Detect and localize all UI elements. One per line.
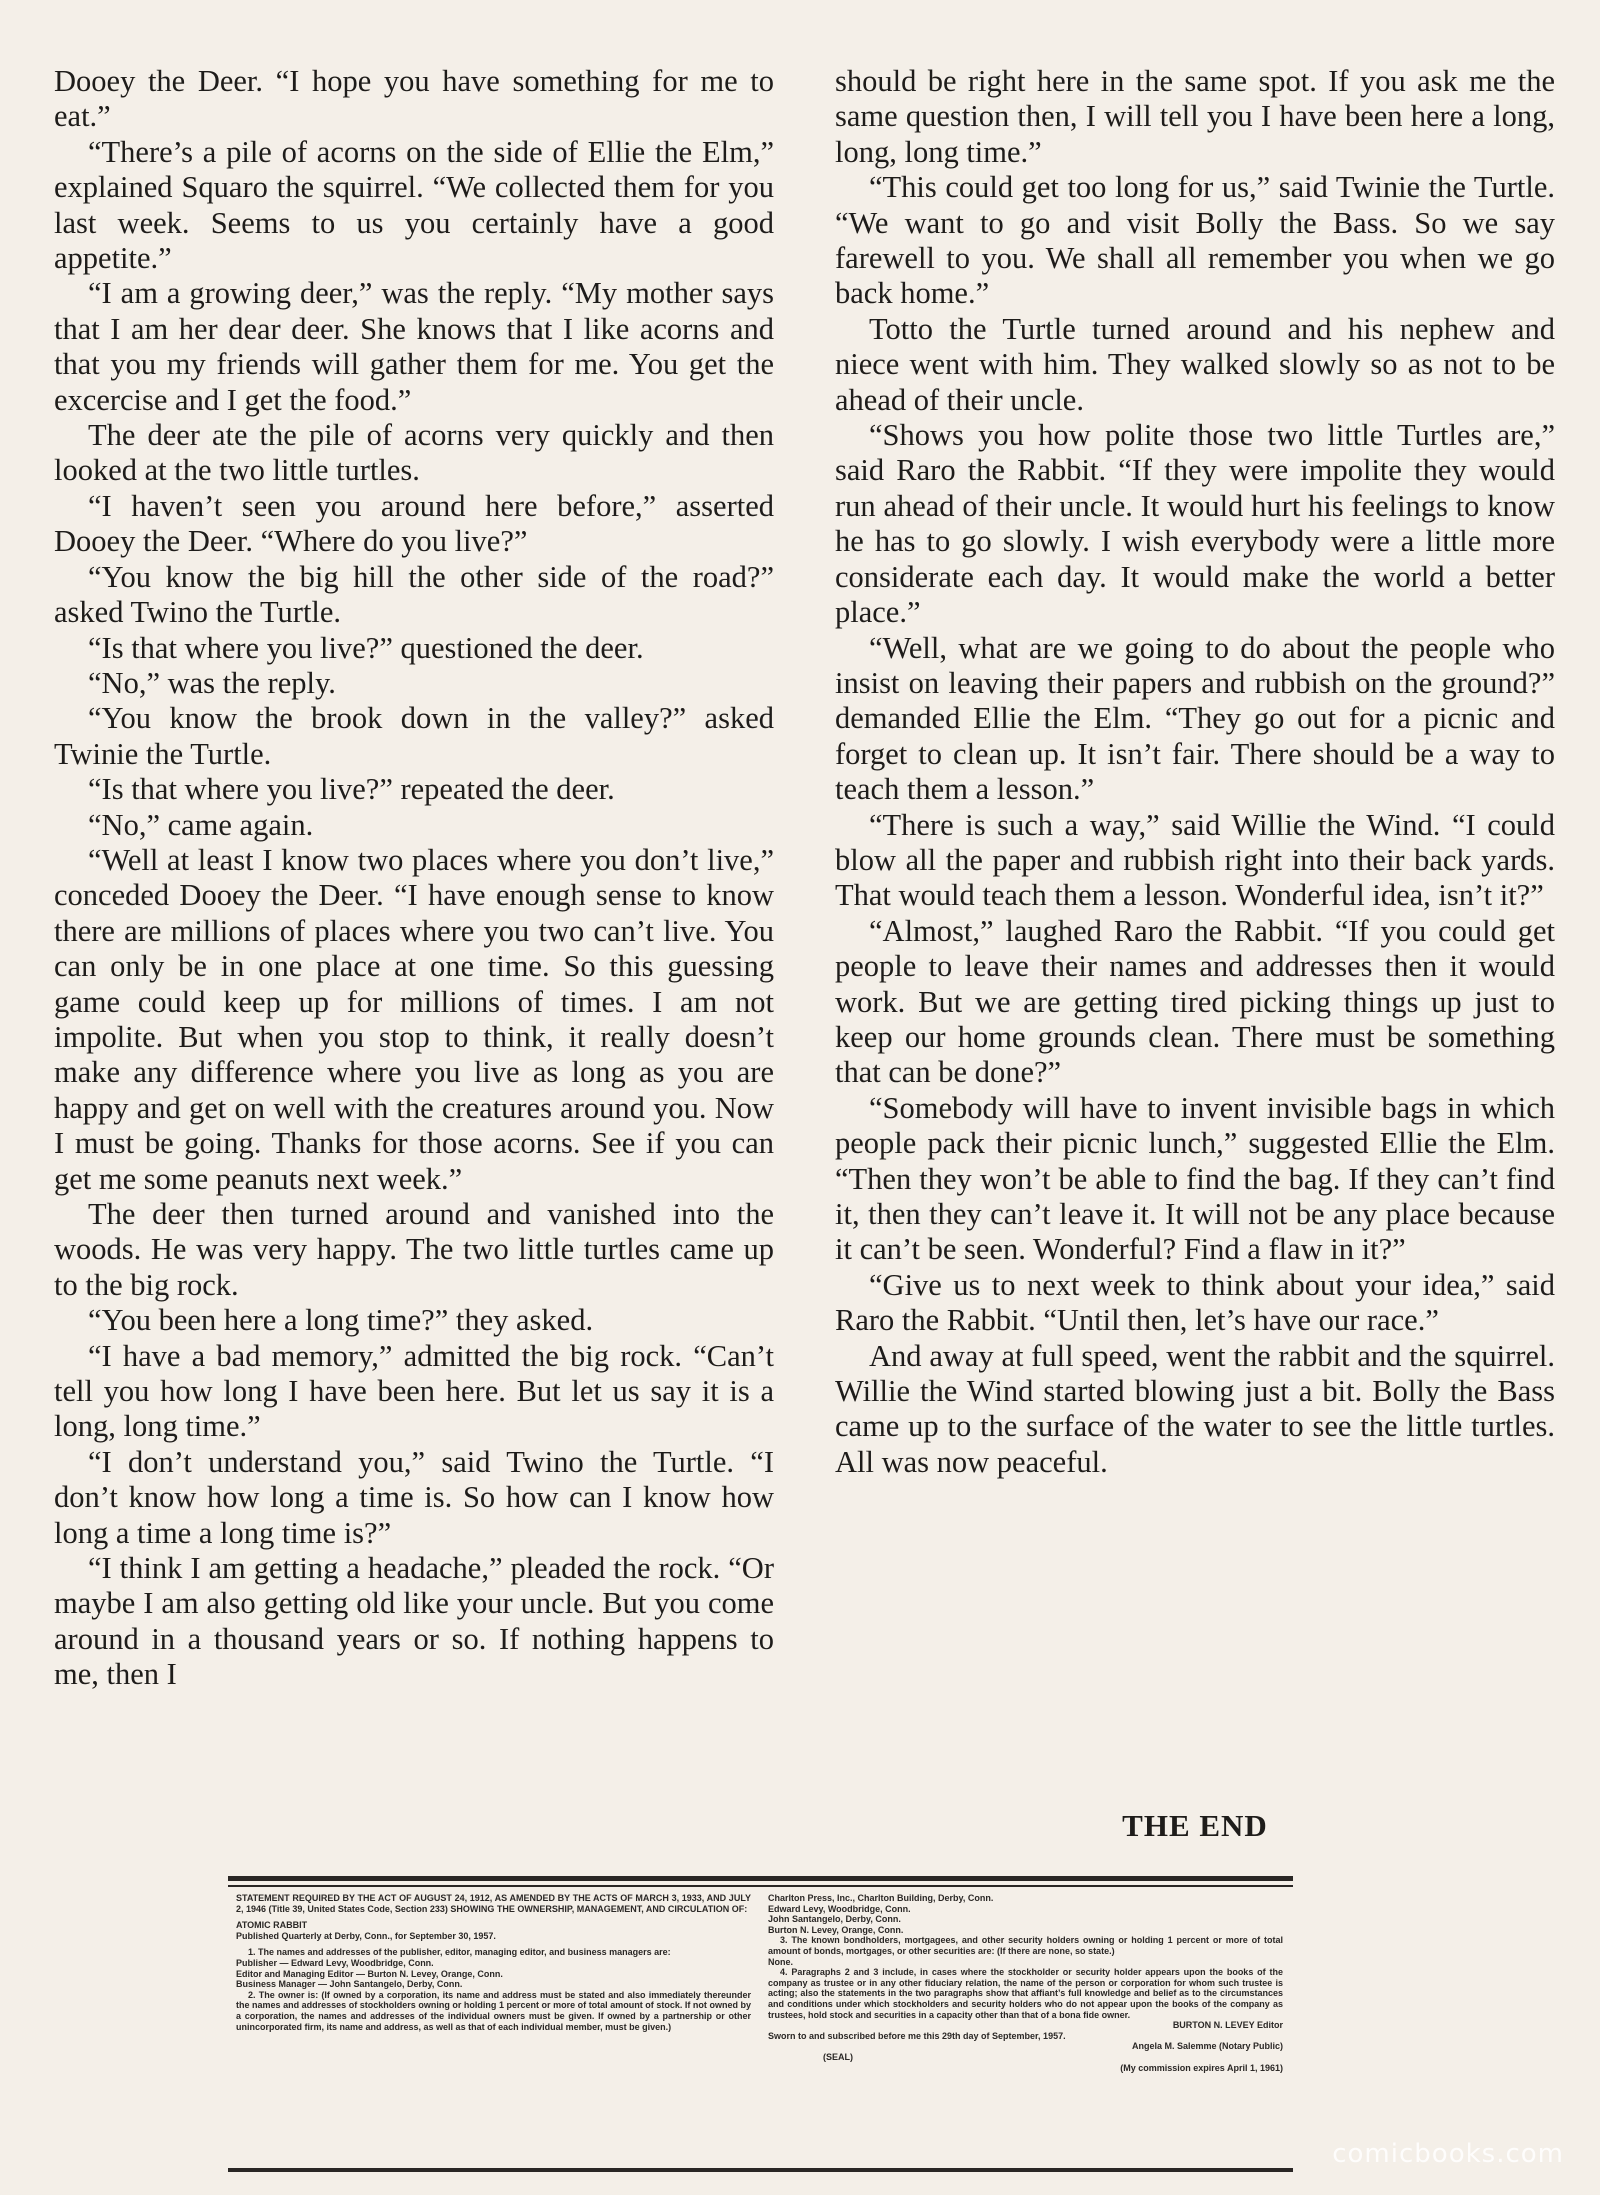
story-paragraph: “Almost,” laughed Raro the Rabbit. “If you could get people to leave their names and addresses then it would work. But we are getting tired picking things up just to keep our home grounds clean. There must be something that can be done?” (835, 913, 1555, 1090)
story-paragraph: “No,” came again. (88, 807, 314, 842)
statement-top-rule-thin (228, 1885, 1293, 1887)
statement-publisher: Publisher — Edward Levy, Woodbridge, Conn. (236, 1957, 434, 1968)
story-paragraph: Totto the Turtle turned around and his nephew and niece went with him. They walked slowly so as not to be ahead of their uncle. (835, 311, 1555, 417)
statement-owner: John Santangelo, Derby, Conn. (768, 1914, 901, 1925)
statement-published: Published Quarterly at Derby, Conn., for September 30, 1957. (236, 1930, 496, 1941)
story-paragraph: “Give us to next week to think about your idea,” said Raro the Rabbit. “Until then, let’s have our race.” (835, 1267, 1555, 1338)
statement-owner: Charlton Press, Inc., Charlton Building, Derby, Conn. (768, 1893, 994, 1903)
story-paragraph: “Well at least I know two places where you don’t live,” conceded Dooey the Deer. “I have enough sense to know there are millions of places where you two can’t live. You can only be in one place at one time. So this guessing game could keep up for millions of times. I am not impolite. But when you stop to think, it really doesn’t make any difference where you live as long as you are happy and get on well with the creatures around you. Now I must be going. Thanks for those acorns. See if you can get me some peanuts next week.” (54, 842, 774, 1196)
statement-owner: Edward Levy, Woodbridge, Conn. (768, 1903, 911, 1914)
story-paragraph: “Is that where you live?” questioned the deer. (88, 630, 644, 665)
story-paragraph: “This could get too long for us,” said Twinie the Turtle. “We want to go and visit Bolly the Bass. So we say farewell to you. We shall all remember you when we go back home.” (835, 170, 1555, 311)
statement-sworn: Sworn to and subscribed before me this 29th day of September, 1957. (768, 2030, 1066, 2041)
statement-notary: Angela M. Salemme (Notary Public) (1131, 2041, 1283, 2052)
statement-seal: (SEAL) (823, 2051, 853, 2062)
story-paragraph: “There’s a pile of acorns on the side of Ellie the Elm,” explained Squaro the squirrel. “We collected them for you last week. Seems to us you certainly have a good appetite.” (54, 134, 774, 276)
statement-top-rule (228, 1876, 1293, 1881)
statement-heading: STATEMENT REQUIRED BY THE ACT OF AUGUST 24, 1912, AS AMENDED BY THE ACTS OF MARCH 3, 1933, AND JULY 2, 1946 (Title 39, United States Code, Section 233) SHOWING THE OWNERSHIP, MANAGEMENT, AND CIRCULATION OF: (236, 1893, 751, 1914)
statement-signature: BURTON N. LEVEY Editor (1172, 2020, 1283, 2031)
ownership-statement-right (768, 1893, 1283, 2073)
statement-item-1: 1. The names and addresses of the publisher, editor, managing editor, and business managers are: (248, 1947, 671, 1958)
story-paragraph: The deer then turned around and vanished into the woods. He was very happy. The two little turtles came up to the big rock. (54, 1197, 774, 1302)
watermark-text: comicbooks.com (1332, 2139, 1564, 2169)
statement-business-manager: Business Manager — John Santangelo, Derby, Conn. (236, 1979, 463, 1990)
story-paragraph: “You know the big hill the other side of the road?” asked Twino the Turtle. (54, 559, 774, 630)
story-paragraph: The deer ate the pile of acorns very quickly and then looked at the two little turtles. (54, 418, 774, 488)
story-paragraph: “Well, what are we going to do about the people who insist on leaving their papers and rubbish on the ground?” demanded Ellie the Elm. “They go out for a picnic and forget to clean up. It isn’t fair. There should be a way to teach them a lesson.” (835, 630, 1555, 807)
story-paragraph: “I think I am getting a headache,” pleaded the rock. “Or maybe I am also getting old like your uncle. But you come around in a thousand years or so. If nothing happens to me, then I (54, 1551, 774, 1692)
statement-commission: (My commission expires April 1, 1961) (1120, 2062, 1283, 2073)
statement-bottom-rule (228, 2168, 1293, 2172)
story-column-left (54, 64, 774, 1693)
story-paragraph: “Shows you how polite those two little Turtles are,” said Raro the Rabbit. “If they were impolite they would run ahead of their uncle. It would hurt his feelings to know he has to go slowly. I wish everybody were a little more considerate each day. It would make the world a better place.” (835, 418, 1555, 630)
story-paragraph: should be right here in the same spot. If you ask me the same question then, I will tell you I have been here a long, long, long time.” (835, 64, 1555, 169)
the-end-label: THE END (1122, 1808, 1268, 1843)
story-paragraph: “You been here a long time?” they asked. (88, 1303, 594, 1338)
story-paragraph: “I don’t understand you,” said Twino the Turtle. “I don’t know how long a time is. So how can I know how long a time a long time is?” (54, 1444, 774, 1550)
statement-owner: Burton N. Levey, Orange, Conn. (768, 1924, 904, 1935)
statement-editor: Editor and Managing Editor — Burton N. Levey, Orange, Conn. (236, 1968, 503, 1979)
statement-title: ATOMIC RABBIT (236, 1920, 308, 1931)
story-paragraph: “There is such a way,” said Willie the Wind. “I could blow all the paper and rubbish right into their back yards. That would teach them a lesson. Wonderful idea, isn’t it?” (835, 807, 1555, 913)
story-paragraph: “No,” was the reply. (88, 665, 336, 700)
statement-item-2: 2. The owner is: (If owned by a corporation, its name and address must be stated and also immediately thereunder the names and addresses of stockholders owning or holding 1 percent or more of total amount of stock. If not owned by a corporation, the names and addresses of the individual owners must be given. If owned by a partnership or other unincorporated firm, its name and address, as well as that of each individual member, must be given.) (236, 1989, 751, 2032)
ownership-statement-left (236, 1893, 751, 2032)
story-paragraph: “Is that where you live?” repeated the deer. (88, 772, 615, 807)
story-paragraph: “I have a bad memory,” admitted the big rock. “Can’t tell you how long I have been here. But let us say it is a long, long time.” (54, 1338, 774, 1444)
statement-item-3: 3. The known bondholders, mortgagees, and other security holders owning or holding 1 percent or more of total amount of bonds, mortgages, or other securities are: (If there are none, so state.) (768, 1935, 1283, 1956)
story-paragraph: “Somebody will have to invent invisible bags in which people pack their picnic lunch,” suggested Ellie the Elm. “Then they won’t be able to find the bag. If they can’t find it, then they can’t leave it. It will not be any place because it can’t be seen. Wonderful? Find a flaw in it?” (835, 1090, 1555, 1267)
story-paragraph: “I haven’t seen you around here before,” asserted Dooey the Deer. “Where do you live?” (54, 488, 774, 559)
statement-item-4: 4. Paragraphs 2 and 3 include, in cases where the stockholder or security holder appears upon the books of the company as trustee or in any other fiduciary relation, the name of the person or corporation for whom such trustee is acting; also the statements in the two paragraphs show that affiant’s full knowledge and belief as to the circumstances and conditions under which stockholders and security holders who do not appear upon the books of the company as trustees, hold stock and securities in a capacity other than that of a bona fide owner. (768, 1967, 1283, 2020)
story-column-right (835, 64, 1555, 1480)
statement-item-3-answer: None. (768, 1956, 794, 1967)
story-paragraph: “You know the brook down in the valley?” asked Twinie the Turtle. (54, 701, 774, 771)
story-paragraph: And away at full speed, went the rabbit and the squirrel. Willie the Wind started blowing just a bit. Bolly the Bass came up to the surface of the water to see the little turtles. All was now peaceful. (835, 1338, 1555, 1479)
story-paragraph: Dooey the Deer. “I hope you have something for me to eat.” (54, 64, 774, 134)
story-paragraph: “I am a growing deer,” was the reply. “My mother says that I am her dear deer. She knows that I like acorns and that you my friends will gather them for me. You get the excercise and I get the food.” (54, 276, 774, 417)
